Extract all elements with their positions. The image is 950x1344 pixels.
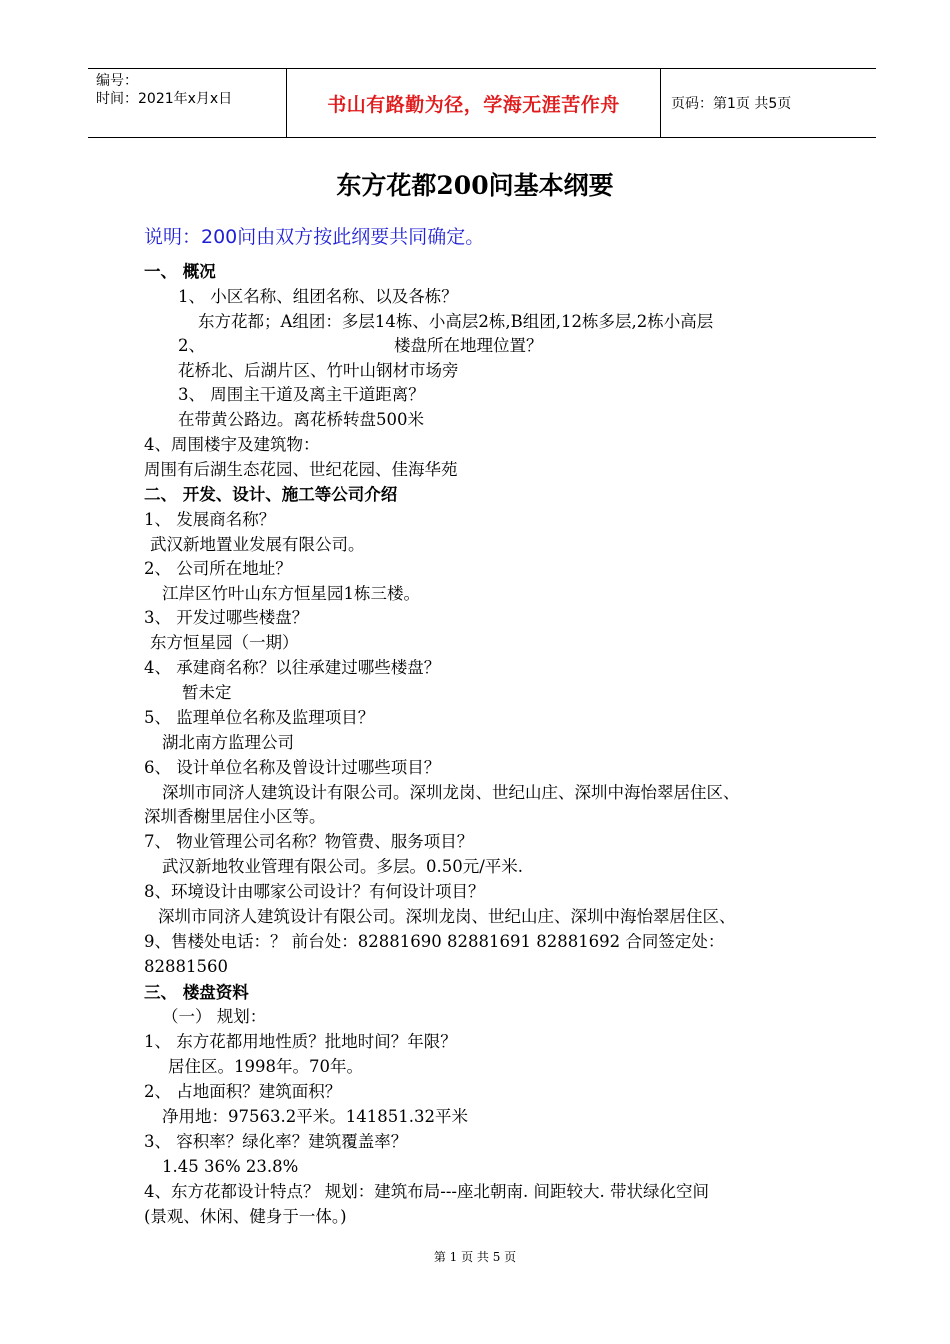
question-line: 2、 公司所在地址？	[144, 559, 292, 578]
answer-line: 湖北南方监理公司	[162, 733, 294, 752]
question-line: 5、 监理单位名称及监理项目？	[144, 708, 375, 727]
subsection-heading: （一） 规划：	[162, 1007, 267, 1026]
document-title: 东方花都200问基本纲要	[336, 171, 614, 200]
phone-line: 9、售楼处电话：？ 前台处：82881690 82881691 82881692 合同签定处：	[144, 932, 725, 951]
answer-line: 周围有后湖生态花园、世纪花园、佳海华苑	[144, 460, 458, 479]
answer-line: 净用地：97563.2平米。141851.32平米	[162, 1107, 468, 1126]
section-heading: 三、 楼盘资料	[144, 983, 249, 1002]
section-heading: 二、 开发、设计、施工等公司介绍	[144, 485, 398, 504]
answer-line: 东方花都；A组团：多层14栋、小高层2栋,B组团,12栋多层,2栋小高层	[198, 312, 714, 331]
page-header	[88, 68, 876, 138]
answer-line: 居住区。1998年。70年。	[168, 1057, 363, 1076]
question-line: 4、东方花都设计特点？ 规划：建筑布局---座北朝南. 间距较大. 带状绿化空间	[144, 1182, 709, 1201]
answer-line: 深圳香榭里居住小区等。	[144, 807, 326, 826]
question-line: 4、 承建商名称？以往承建过哪些楼盘？	[144, 658, 441, 677]
answer-line: 深圳市同济人建筑设计有限公司。深圳龙岗、世纪山庄、深圳中海怡翠居住区、	[158, 907, 736, 926]
answer-line: 江岸区竹叶山东方恒星园1栋三楼。	[162, 584, 420, 603]
time-label: 时间：2021年x月x日	[96, 91, 233, 107]
question-number: 2、	[178, 336, 205, 355]
document-note: 说明：200问由双方按此纲要共同确定。	[144, 226, 485, 248]
section-heading: 一、 概况	[144, 262, 216, 281]
answer-line: 1.45 36% 23.8%	[162, 1157, 299, 1176]
header-motto: 书山有路勤为径，学海无涯苦作舟	[287, 69, 661, 137]
page-footer: 第 1 页 共 5 页	[433, 1250, 517, 1264]
answer-line: 暂未定	[182, 683, 232, 702]
answer-line: 武汉新地置业发展有限公司。	[150, 535, 365, 554]
answer-line: 武汉新地牧业管理有限公司。多层。0.50元/平米.	[162, 857, 524, 876]
header-meta	[88, 69, 287, 137]
answer-line: 在带黄公路边。离花桥转盘500米	[178, 410, 424, 429]
question-line: 楼盘所在地理位置？	[394, 336, 543, 355]
question-line: 1、 发展商名称？	[144, 510, 276, 529]
question-line: 1、 小区名称、组团名称、以及各栋？	[178, 287, 458, 306]
code-label: 编号：	[96, 73, 138, 89]
question-line: 4、周围楼宇及建筑物：	[144, 435, 320, 454]
question-line: 1、 东方花都用地性质？批地时间？年限？	[144, 1032, 457, 1051]
answer-line: 深圳市同济人建筑设计有限公司。深圳龙岗、世纪山庄、深圳中海怡翠居住区、	[162, 783, 740, 802]
header-page-info: 页码：第1页 共5页	[671, 96, 792, 112]
question-line: 6、 设计单位名称及曾设计过哪些项目？	[144, 758, 441, 777]
question-line: 3、 开发过哪些楼盘？	[144, 608, 309, 627]
answer-line: 东方恒星园（一期）	[150, 633, 299, 652]
answer-line: (景观、休闲、健身于一体。)	[144, 1207, 347, 1226]
question-line: 3、 周围主干道及离主干道距离？	[178, 385, 425, 404]
question-line: 2、 占地面积？建筑面积？	[144, 1082, 342, 1101]
question-line: 8、环境设计由哪家公司设计？有何设计项目？	[144, 882, 485, 901]
question-line: 3、 容积率？绿化率？建筑覆盖率？	[144, 1132, 408, 1151]
phone-line: 82881560	[144, 957, 228, 976]
question-line: 7、 物业管理公司名称？物管费、服务项目？	[144, 832, 474, 851]
answer-line: 花桥北、后湖片区、竹叶山钢材市场旁	[178, 361, 459, 380]
